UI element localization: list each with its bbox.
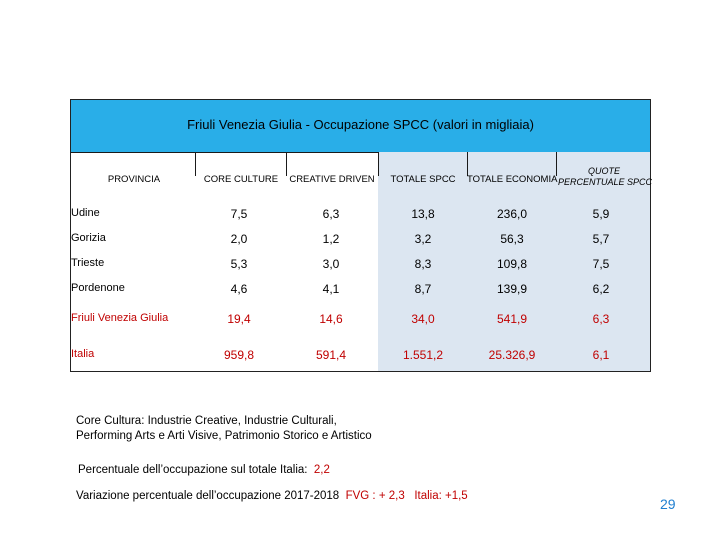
cell-creative: 1,2 (322, 232, 340, 246)
header-quote-line1: QUOTE (587, 166, 620, 176)
cell-spcc: 34,0 (411, 312, 435, 326)
cell-quote: 6,2 (592, 282, 610, 296)
header-provincia: PROVINCIA (107, 174, 161, 185)
cell-quote: 5,9 (592, 207, 610, 221)
cell-quote: 6,3 (592, 312, 610, 326)
cell-creative: 591,4 (315, 348, 347, 362)
cell-quote: 5,7 (592, 232, 610, 246)
table-title: Friuli Venezia Giulia - Occupazione SPCC (valori in migliaia) (187, 116, 534, 132)
cell-economia: 25.326,9 (488, 348, 536, 362)
cell-spcc: 8,3 (414, 257, 432, 271)
header-core-culture: CORE CULTURE (203, 174, 279, 185)
header-totale-spcc: TOTALE SPCC (390, 174, 456, 185)
header-separator (286, 152, 287, 176)
row-label-udine: Udine (71, 207, 100, 219)
cell-creative: 6,3 (322, 207, 340, 221)
core-cultura-line1: Core Cultura: Industrie Creative, Industrie Culturali, (76, 415, 337, 427)
cell-economia: 541,9 (496, 312, 528, 326)
header-totale-economia: TOTALE ECONOMIA (467, 174, 558, 185)
variation-note (76, 489, 468, 504)
cell-creative: 4,1 (322, 282, 340, 296)
cell-economia: 109,8 (496, 257, 528, 271)
percent-value: 2,2 (313, 464, 330, 476)
row-label-gorizia: Gorizia (71, 232, 106, 244)
percent-note (78, 463, 330, 478)
header-creative-driven: CREATIVE DRIVEN (289, 174, 375, 185)
core-cultura-note (76, 414, 372, 444)
row-label-trieste: Trieste (71, 257, 105, 269)
header-separator (556, 152, 557, 176)
variation-label: Variazione percentuale dell’occupazione 2017-2018 (76, 490, 340, 502)
row-label-fvg: Friuli Venezia Giulia (71, 312, 169, 324)
cell-economia: 139,9 (496, 282, 528, 296)
cell-spcc: 13,8 (411, 207, 435, 221)
cell-core: 2,0 (230, 232, 248, 246)
header-quote-percentuale (558, 166, 653, 188)
header-separator (195, 152, 196, 176)
cell-economia: 236,0 (496, 207, 528, 221)
header-separator (378, 152, 379, 176)
cell-quote: 7,5 (592, 257, 610, 271)
cell-creative: 14,6 (319, 312, 343, 326)
cell-core: 5,3 (230, 257, 248, 271)
cell-quote: 6,1 (592, 348, 610, 362)
table-title-bar (71, 100, 650, 153)
page-number: 29 (660, 496, 676, 512)
cell-spcc: 3,2 (414, 232, 432, 246)
cell-creative: 3,0 (322, 257, 340, 271)
cell-core: 959,8 (223, 348, 255, 362)
employment-table (70, 99, 651, 372)
variation-fvg: FVG : + 2,3 (345, 490, 405, 502)
cell-core: 19,4 (227, 312, 251, 326)
cell-economia: 56,3 (500, 232, 524, 246)
header-separator (467, 152, 468, 176)
cell-spcc: 8,7 (414, 282, 432, 296)
percent-label: Percentuale dell’occupazione sul totale Italia: (78, 464, 308, 476)
core-cultura-line2: Performing Arts e Arti Visive, Patrimonio Storico e Artistico (76, 430, 372, 442)
variation-italia: Italia: +1,5 (414, 490, 468, 502)
header-quote-line2: PERCENTUALE SPCC (558, 177, 653, 187)
cell-spcc: 1.551,2 (402, 348, 444, 362)
cell-core: 4,6 (230, 282, 248, 296)
cell-core: 7,5 (230, 207, 248, 221)
row-label-italia: Italia (71, 348, 95, 360)
row-label-pordenone: Pordenone (71, 282, 125, 294)
